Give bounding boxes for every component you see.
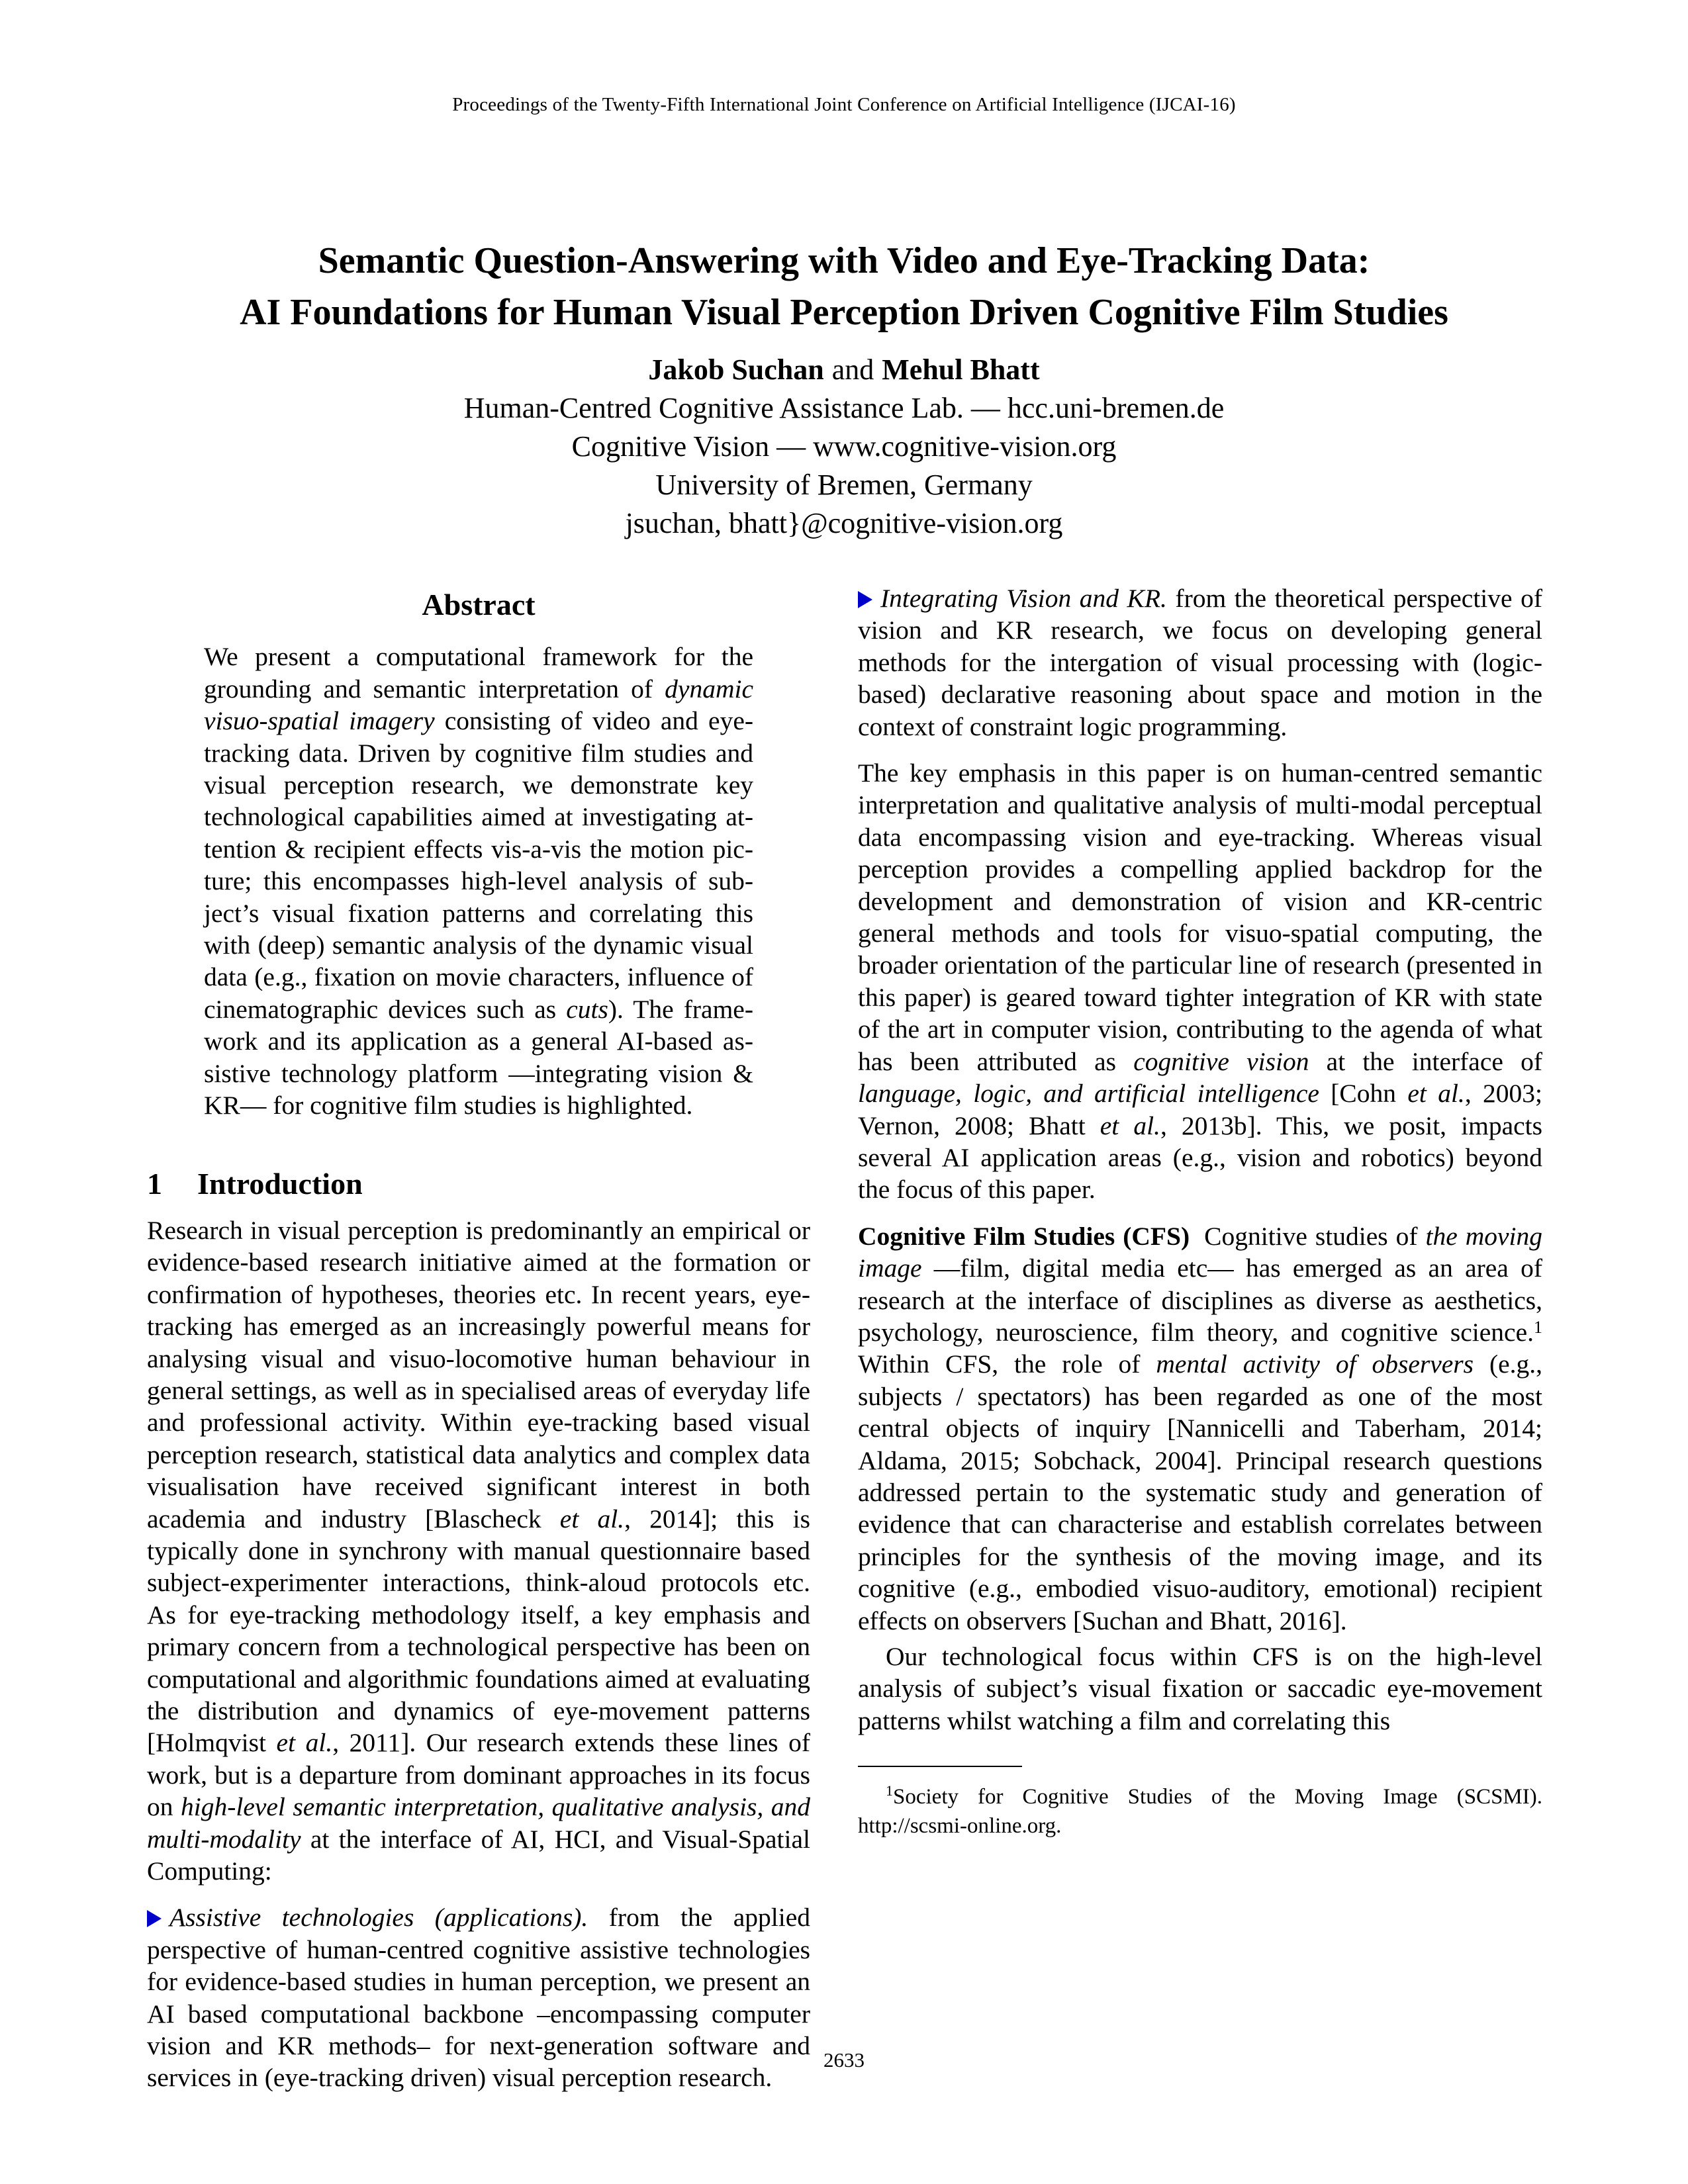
intro-paragraph-1: Research in visual perception is predominantly an empirical or evidence-based research initiative aimed at the formation or confirmation of hypotheses, theories etc. In recent years, eye-tracking has emerged as an increasingly powerful means for analysing visual and visuo-locomotive human behaviour in general settings, as well as in specialised areas of everyday life and professional activity. Within eye-tracking based visual perception research, statistical data analytics and complex data visualisation have received significant interest in both academia and industry [Blascheck et al., 2014]; this is typically done in synchrony with manual questionnaire based subject-experimenter interactions, think-aloud protocols etc. As for eye-tracking methodology itself, a key emphasis and primary concern from a technological perspective has been on computational and algorithmic foundations aimed at evaluating the distribution and dynamics of eye-movement patterns [Holmqvist et al., 2011]. Our research extends these lines of work, but is a departure from dominant approaches in its focus on high-level semantic interpretation, qualitative analysis, and multi-modality at the interface of AI, HCI, and Visual-Spatial Computing: [147, 1215, 810, 1886]
title-line-1: Semantic Question-Answering with Video and Eye-Tracking Data: [318, 240, 1370, 281]
section-title: Introduction [197, 1166, 363, 1201]
abstract-text: We present a computational framework for the grounding and semantic interpretation of dynamic visuo-spatial imagery consisting of video and eye-tracking data. Driven by cognitive film studies and visual perception research, we demonstrate key technological capabilities aimed at investigating attention & recipient effects vis-a-vis the motion picture; this encompasses high-level analysis of subject’s visual fixation patterns and correlating this with (deep) semantic analysis of the dynamic visual data (e.g., fixation on movie characters, influence of cinematographic devices such as cuts). The framework and its application as a general AI-based assistive technology platform —integrating vision & KR— for cognitive film studies is highlighted. [204, 642, 754, 1120]
author-2: Mehul Bhatt [882, 353, 1040, 386]
triangle-bullet-icon [147, 1910, 162, 1927]
affiliation-3: University of Bremen, Germany [655, 469, 1033, 501]
bullet-text: from the theoretical perspective of vision and KR research, we focus on developing general methods for the intergation of visual processing with (logic-based) declarative reasoning about space and motion in the context of constraint logic programming. [858, 584, 1542, 741]
bullet-label: Assistive technologies (applications). [169, 1903, 588, 1933]
author-conjunction: and [831, 353, 874, 386]
title-line-2: AI Foundations for Human Visual Perception Driven Cognitive Film Studies [240, 292, 1448, 333]
footnote-divider [858, 1766, 1022, 1767]
left-column [147, 582, 810, 2094]
footnote-marker[interactable]: 1 [1534, 1317, 1542, 1337]
bullet-integrating-vision-kr [858, 582, 1542, 743]
intro-paragraph-3: Our technological focus within CFS is on the high-level analysis of subject’s visual fixation or saccadic eye-movement patterns whilst watching a film and correlating this [858, 1642, 1542, 1735]
section-heading-introduction [147, 1168, 810, 1200]
right-column [858, 582, 1542, 1841]
footnote [858, 1776, 1542, 1841]
intro-paragraph-2: The key emphasis in this paper is on human-centred semantic interpretation and qualitative analysis of multi-modal perceptual data encompassing vision and eye-tracking. Whereas visual perception provides a compelling applied backdrop for the development and demonstration of vision and KR-centric general methods and tools for visuo-spatial computing, the broader orientation of the particular line of research (presented in this paper) is geared toward tighter integration of KR with state of the art in computer vision, contributing to the agenda of what has been attributed as cognitive vision at the interface of language, logic, and artificial intelligence [Cohn et al., 2003; Vernon, 2008; Bhatt et al., 2013b]. This, we posit, impacts several AI application areas (e.g., vision and robotics) beyond the focus of this paper. [858, 758, 1543, 1205]
cfs-run-in-heading: Cognitive Film Studies (CFS) [858, 1221, 1190, 1251]
bullet-label: Integrating Vision and KR. [880, 584, 1167, 613]
author-names [0, 351, 1688, 389]
author-block [0, 351, 1688, 543]
running-head: Proceedings of the Twenty-Fifth International Joint Conference on Artificial Intelligence (IJCAI-16) [452, 94, 1236, 115]
cfs-paragraph: Cognitive Film Studies (CFS) Cognitive studies of the moving image —film, digital media etc— has emerged as an area of research at the interface of disciplines as diverse as aesthetics, psychology, neuroscience, film theory, and cognitive science.$^1$ Within CFS, the role of mental activity of observers (e.g., subjects / spectators) has been regarded as one of the most central objects of inquiry [Nannicelli and Taberham, 2014; Aldama, 2015; Sobchack, 2004]. Principal research questions addressed pertain to the systematic study and generation of evidence that can characterise and establish correlates between principles for the synthesis of the moving image, and its cognitive (e.g., embodied visuo-auditory, emotional) recipient effects on observers [Suchan and Bhatt, 2016]. [858, 1221, 1542, 1635]
author-email: jsuchan, bhatt}@cognitive-vision.org [625, 507, 1063, 539]
affiliation-2: Cognitive Vision — www.cognitive-vision.org [571, 430, 1117, 463]
section-number: 1 [147, 1166, 162, 1201]
paper-title [0, 235, 1688, 338]
abstract-heading: Abstract [422, 588, 536, 621]
page-number: 2633 [823, 2048, 865, 2071]
triangle-bullet-icon [858, 591, 872, 608]
affiliation-1: Human-Centred Cognitive Assistance Lab. — hcc.uni-bremen.de [463, 392, 1225, 424]
bullet-text: from the applied perspective of human-centred cognitive assistive technologies for evidence-based studies in human perception, we present an AI based computational backbone –encompassing computer vision and KR methods– for next-generation software and services in (eye-tracking driven) visual perception research. [147, 1903, 810, 2093]
footnote-number: 1 [886, 1782, 893, 1799]
footnote-text: Society for Cognitive Studies of the Moving Image (SCSMI). http://scsmi-online.org. [858, 1785, 1542, 1839]
author-1: Jakob Suchan [648, 353, 824, 386]
